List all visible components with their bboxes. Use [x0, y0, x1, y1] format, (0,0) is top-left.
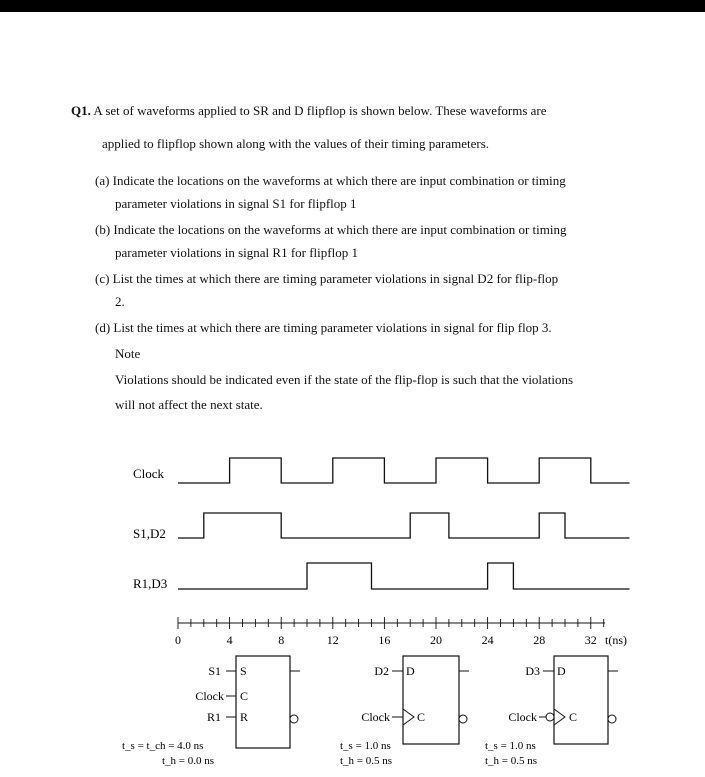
flipflop-1-pin-s: S [240, 664, 247, 678]
axis-tick-label: 8 [278, 633, 285, 647]
note-line1: Violations should be indicated even if the state of the flip-flop is such that the violations [115, 372, 574, 387]
flipflop-1-qbar-bubble [290, 715, 298, 723]
note-line2: will not affect the next state. [115, 397, 263, 412]
waveform-r1-d3 [178, 563, 630, 589]
waveform-label-s1-d2: S1,D2 [133, 526, 166, 541]
part-b-line1: (b) Indicate the locations on the waveforms at which there are input combination or timing [95, 222, 567, 237]
flipflop-3-clock-triangle [554, 709, 565, 725]
axis-tick-label: 20 [430, 633, 442, 647]
waveform-label-clock: Clock [133, 466, 165, 481]
part-a-line2: parameter violations in signal S1 for flipflop 1 [115, 196, 357, 211]
flipflop-2-pin-c: C [417, 710, 426, 724]
question-number: Q1. [71, 103, 91, 118]
question-intro-line1 [71, 103, 547, 119]
axis-tick-label: 32 [584, 633, 597, 647]
top-border [0, 0, 705, 12]
flipflop-3-pin-d: D [557, 664, 566, 678]
flipflop-3-pin-c: C [569, 710, 578, 724]
waveform-traces [178, 458, 630, 589]
flipflop-2-pin-d: D [406, 664, 415, 678]
axis-tick-label: 12 [326, 633, 339, 647]
axis-tick-label: 16 [378, 633, 391, 647]
part-c-line1: (c) List the times at which there are timing parameter violations in signal D2 for flip-flop [95, 271, 559, 286]
waveform-label-r1-d3: R1,D3 [133, 576, 168, 591]
axis-tick-label: 4 [226, 633, 233, 647]
waveform-clock [178, 458, 630, 483]
flipflop-3-input-clock: Clock [508, 710, 537, 724]
flipflop-2 [340, 656, 469, 767]
flipflop-2-clock-triangle [403, 709, 414, 725]
flipflop-3-clock-inverter-bubble [546, 713, 554, 721]
axis-tick-label: 28 [533, 633, 546, 647]
flipflop-3-qbar-bubble [608, 715, 616, 723]
flipflop-2-timing-1: t_s = 1.0 ns [340, 740, 391, 752]
axis-tick-label: 24 [481, 633, 494, 647]
note-label: Note [115, 346, 141, 361]
flipflop-1-pin-r: R [240, 710, 249, 724]
timing-diagram [0, 440, 705, 777]
flipflop-1-timing-2: t_h = 0.0 ns [162, 755, 215, 767]
axis-tick-label: 0 [175, 633, 181, 647]
waveform-s1-d2 [178, 513, 630, 538]
question-intro-line2: applied to flipflop shown along with the values of their timing parameters. [102, 136, 490, 151]
flipflop-2-input-clock: Clock [361, 710, 390, 724]
flipflop-2-input-d2: D2 [374, 664, 389, 678]
flipflop-1-input-s1: S1 [208, 664, 221, 678]
part-c-line2: 2. [115, 294, 125, 309]
flipflop-1-pin-c: C [240, 689, 249, 703]
part-a-line1: (a) Indicate the locations on the waveforms at which there are input combination or timing [95, 173, 566, 188]
flipflop-3-timing-2: t_h = 0.5 ns [485, 755, 538, 767]
part-d-line1: (d) List the times at which there are timing parameter violations in signal for flip flop 3. [95, 320, 552, 335]
intro-text-1: A set of waveforms applied to SR and D flipflop is shown below. These waveforms are [93, 103, 547, 118]
flipflop-1-input-clock: Clock [195, 689, 224, 703]
time-axis [175, 617, 605, 647]
time-axis-unit: t(ns) [605, 633, 627, 647]
flipflop-2-qbar-bubble [459, 715, 467, 723]
flipflop-2-timing-2: t_h = 0.5 ns [340, 755, 393, 767]
flipflop-3-timing-1: t_s = 1.0 ns [485, 740, 536, 752]
flipflop-1 [122, 656, 300, 767]
flipflop-3-input-d3: D3 [525, 664, 540, 678]
flipflop-3 [485, 656, 618, 767]
part-b-line2: parameter violations in signal R1 for flipflop 1 [115, 245, 358, 260]
flipflop-1-timing-1: t_s = t_ch = 4.0 ns [122, 740, 204, 752]
flipflop-1-input-r1: R1 [206, 710, 221, 724]
